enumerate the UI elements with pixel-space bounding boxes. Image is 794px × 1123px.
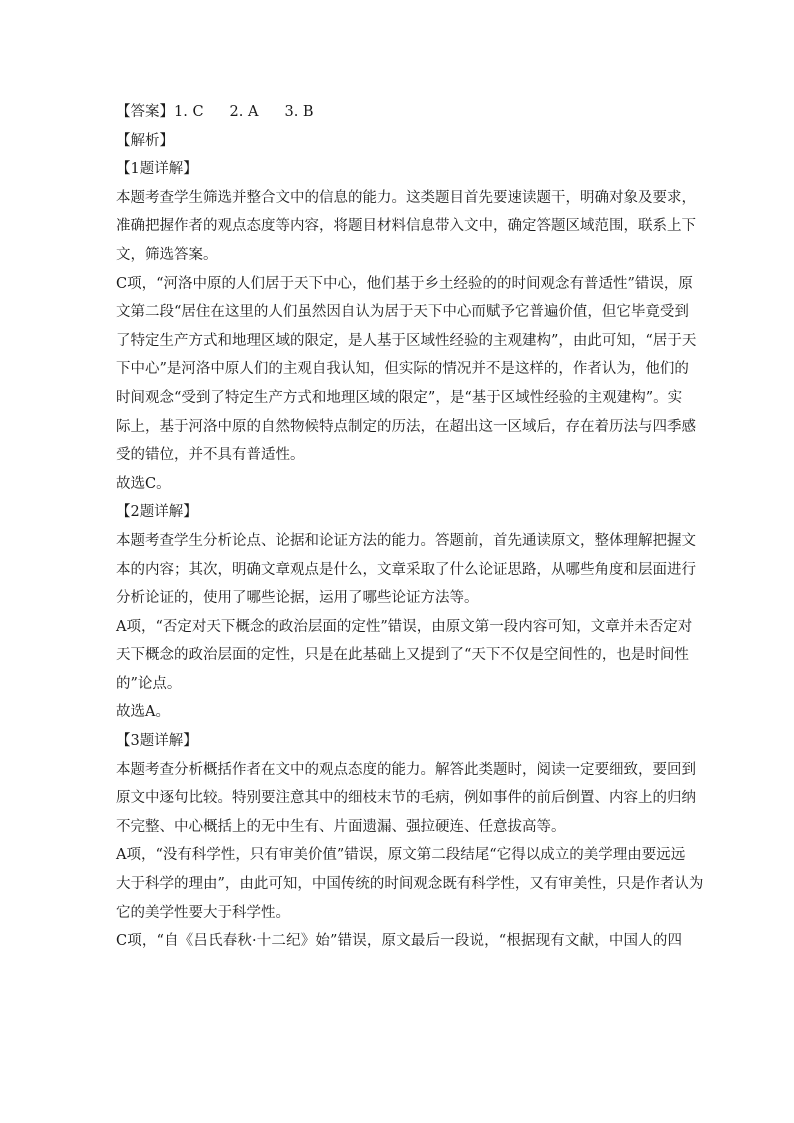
document-page <box>116 98 704 956</box>
q2-conclusion: 故选A。 <box>116 704 170 721</box>
q3-line: 大于科学的理由”，由此可知，中国传统的时间观念既有科学性，又有审美性，只是作者认为 <box>116 876 704 893</box>
q1-line: 文第二段“居住在这里的人们虽然因自认为居于天下中心而赋予它普遍价值，但它毕竟受到 <box>116 304 689 321</box>
q2-heading: 【2题详解】 <box>116 504 198 521</box>
answer-line <box>116 98 682 127</box>
q1-heading: 【1题详解】 <box>116 161 198 178</box>
q3-line: 原文中逐句比较。特别要注意其中的细枝末节的毛病，例如事件的前后倒置、内容上的归纳 <box>116 790 696 807</box>
answer-3: 3. B <box>284 104 314 120</box>
answer-label: 【答案】 <box>116 104 174 120</box>
q2-line: 天下概念的政治层面的定性，只是在此基础上又提到了“天下不仅是空间性的，也是时间性 <box>116 647 689 664</box>
q1-line: 受的错位，并不具有普适性。 <box>116 447 305 464</box>
q2-line: A项，“否定对天下概念的政治层面的定性”错误，由原文第一段内容可知，文章并未否定对 <box>116 618 693 635</box>
q1-line: 了特定生产方式和地理区域的限定，是人基于区域性经验的主观建构”，由此可知，“居于天 <box>116 332 697 349</box>
q1-line: 时间观念“受到了特定生产方式和地理区域的限定”，是“基于区域性经验的主观建构”。实 <box>116 389 683 406</box>
q3-heading: 【3题详解】 <box>116 733 198 750</box>
answer-2: 2. A <box>229 104 259 120</box>
q1-line: C项，“河洛中原的人们居于天下中心，他们基于乡土经验的的时间观念有普适性”错误，原 <box>116 275 693 292</box>
q2-line: 的”论点。 <box>116 675 182 692</box>
q2-line: 本的内容；其次，明确文章观点是什么，文章采取了什么论证思路，从哪些角度和层面进行 <box>116 561 696 578</box>
q3-line: 不完整、中心概括上的无中生有、片面遗漏、强拉硬连、任意拔高等。 <box>116 818 566 835</box>
q1-line: 文，筛选答案。 <box>116 246 218 263</box>
q2-line: 本题考查学生分析论点、论据和论证方法的能力。答题前，首先通读原文，整体理解把握文 <box>116 532 696 549</box>
q2-line: 分析论证的，使用了哪些论据，运用了哪些论证方法等。 <box>116 590 479 607</box>
analysis-heading: 【解析】 <box>116 132 174 149</box>
q1-line: 本题考查学生筛选并整合文中的信息的能力。这类题目首先要速读题干，明确对象及要求， <box>116 189 696 206</box>
q1-line: 准确把握作者的观点态度等内容，将题目材料信息带入文中，确定答题区域范围，联系上下 <box>116 218 696 235</box>
q1-conclusion: 故选C。 <box>116 475 171 492</box>
answer-1: 1. C <box>174 104 204 120</box>
q3-line: C项，“自《吕氏春秋·十二纪》始”错误，原文最后一段说，“根据现有文献，中国人的四 <box>116 933 682 950</box>
q1-line: 下中心”是河洛中原人们的主观自我认知，但实际的情况并不是这样的，作者认为，他们的 <box>116 361 689 378</box>
q3-line: 本题考查分析概括作者在文中的观点态度的能力。解答此类题时，阅读一定要细致，要回到 <box>116 761 696 778</box>
q1-line: 际上，基于河洛中原的自然物候特点制定的历法，在超出这一区域后，存在着历法与四季感 <box>116 418 696 435</box>
q3-line: A项，“没有科学性，只有审美价值”错误，原文第二段结尾“它得以成立的美学理由要远远 <box>116 847 686 864</box>
q3-line: 它的美学性要大于科学性。 <box>116 904 290 921</box>
